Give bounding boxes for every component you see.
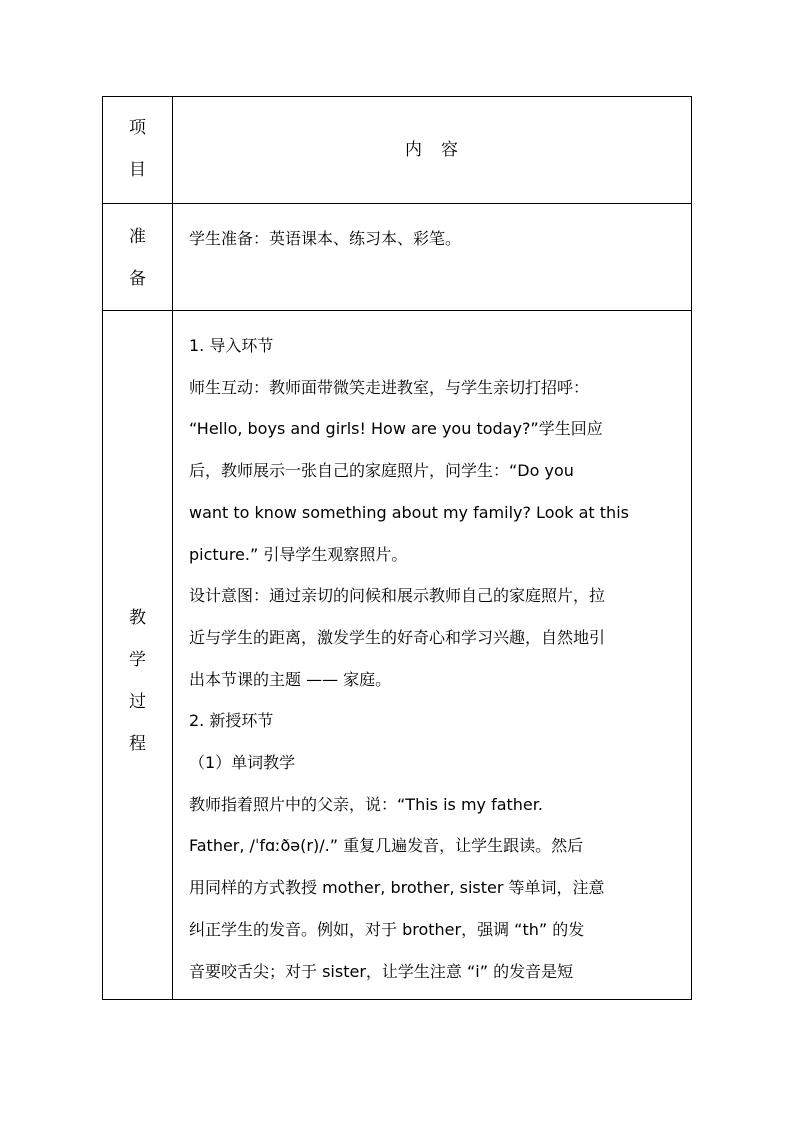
header-content-title (173, 97, 691, 203)
header-content-char: 容 (441, 140, 459, 160)
process-line: 近与学生的距离，激发学生的好奇心和学习兴趣，自然地引 (189, 627, 606, 647)
process-label-cell (103, 311, 173, 1000)
header-label-char: 项 (129, 118, 146, 138)
process-line: 设计意图：通过亲切的问候和展示教师自己的家庭照片，拉 (189, 586, 606, 606)
process-line: 用同样的方式教授 mother, brother, sister 等单词，注意 (189, 878, 605, 898)
process-label-char: 过 (129, 692, 146, 712)
process-line: picture.” 引导学生观察照片。 (189, 544, 408, 564)
process-line: want to know something about my family? Look at this (189, 502, 629, 522)
process-line: “Hello, boys and girls! How are you today?”学生回应 (189, 419, 603, 439)
process-label (103, 545, 172, 765)
process-line: （1）单词教学 (189, 753, 296, 773)
prep-row (103, 204, 692, 311)
prep-label-char: 备 (129, 269, 146, 289)
process-label-char: 教 (129, 608, 146, 628)
process-line: 教师指着照片中的父亲，说：“This is my father. (189, 794, 543, 814)
process-line: 师生互动：教师面带微笑走进教室，与学生亲切打招呼： (189, 377, 590, 397)
process-content (173, 311, 691, 992)
lesson-plan-table (102, 96, 692, 1000)
prep-label-cell (103, 204, 173, 311)
process-label-char: 学 (129, 650, 146, 670)
process-content-cell (173, 311, 692, 1000)
process-label-char: 程 (129, 734, 146, 754)
prep-label-char: 准 (129, 227, 146, 247)
prep-content-cell (173, 204, 692, 311)
prep-label (103, 204, 172, 300)
header-label-cell (103, 97, 173, 204)
process-line: 音要咬舌尖；对于 sister，让学生注意 “i” 的发音是短 (189, 961, 574, 981)
header-content-char: 内 (405, 140, 423, 160)
process-line: 2. 新授环节 (189, 711, 274, 731)
process-line: 出本节课的主题 —— 家庭。 (189, 669, 392, 689)
process-line: Father, /ˈfɑːðə(r)/.” 重复几遍发音，让学生跟读。然后 (189, 836, 584, 856)
process-row (103, 311, 692, 1000)
header-label (103, 97, 172, 191)
process-line: 后，教师展示一张自己的家庭照片，问学生：“Do you (189, 461, 574, 481)
process-line: 1. 导入环节 (189, 336, 274, 355)
header-content-cell (173, 97, 692, 204)
header-label-char: 目 (129, 160, 146, 180)
header-row (103, 97, 692, 204)
prep-text: 学生准备：英语课本、练习本、彩笔。 (189, 229, 462, 248)
process-line: 纠正学生的发音。例如，对于 brother，强调 “th” 的发 (189, 919, 585, 939)
